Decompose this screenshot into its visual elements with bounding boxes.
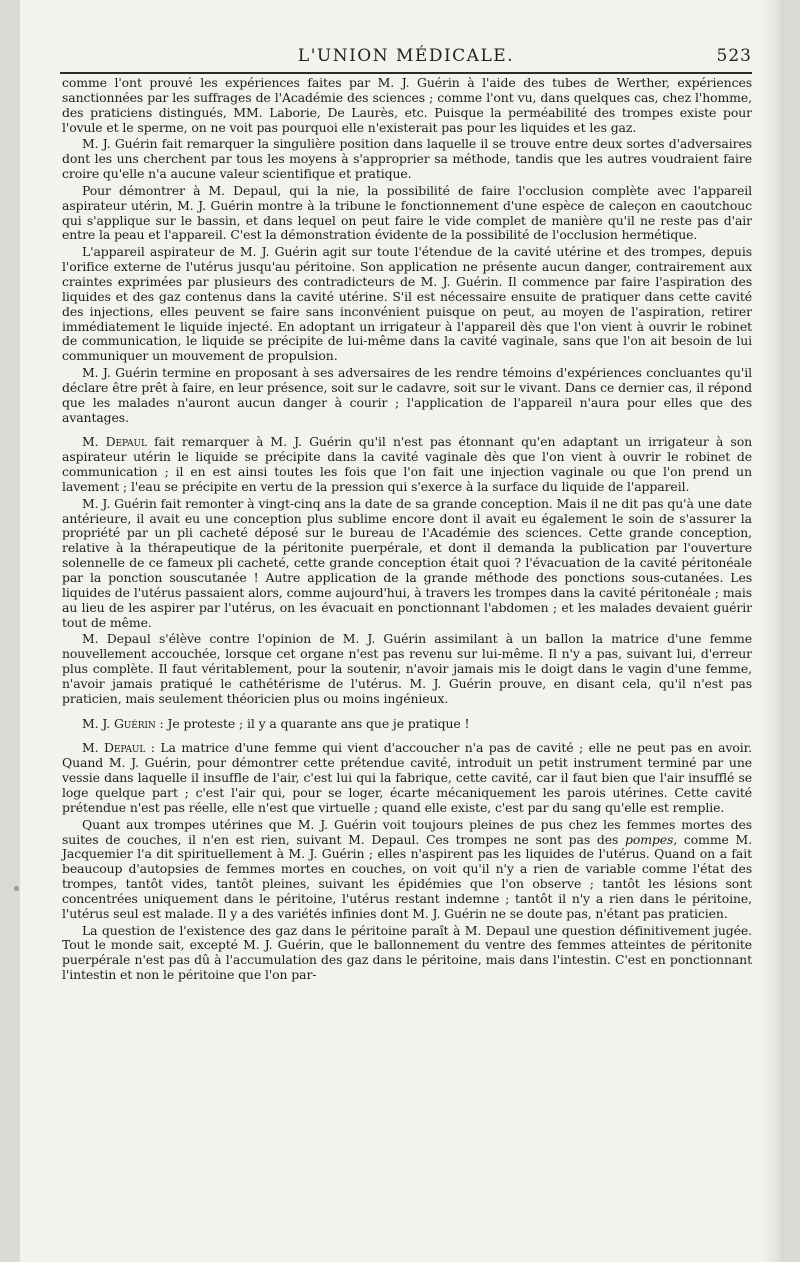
paragraph-7: M. J. Guérin fait remonter à vingt-cinq ans la date de sa grande conception. Mais il ne dit pas qu'à une date antérieure, il avait eu une conception plus sublime encore dont il avait eu également le soin de s'assurer la propriété par un pli cacheté déposé sur le bureau de l'Académie des sciences. Cette grande conception, relative à la thérapeutique de la péritonite puerpérale, et dont il demanda la publication par l'ouverture solennelle de ce fameux pli cacheté, cette grande conception était quoi ? l'évacuation de la cavité péritonéale par la ponction souscutanée ! Autre application de la grande méthode des ponctions sous-cutanées. Les liquides de l'utérus passaient alors, comme aujourd'hui, à travers les trompes dans la cavité péritonéale ; mais au lieu de les aspirer par l'utérus, on les évacuait en ponctionnant l'abdomen ; et les malades devaient guérir tout de même. bbox=[62, 495, 752, 630]
document-page bbox=[20, 0, 780, 1262]
paragraph-4: L'appareil aspirateur de M. J. Guérin agit sur toute l'étendue de la cavité utérine et des trompes, depuis l'orifice externe de l'utérus jusqu'au péritoine. Son application ne présente aucun danger, contrairement aux craintes exprimées par plusieurs des contradicteurs de M. J. Guérin. Il commence par faire l'aspiration des liquides et des gaz contenus dans la cavité utérine. S'il est nécessaire ensuite de pratiquer dans cette cavité des injections, elles peuvent se faire sans inconvénient puisque on peut, au moyen de l'aspiration, retirer immédiatement le liquide injecté. En adoptant un irrigateur à l'appareil dès que l'on vient à ouvrir le robinet de communication, le liquide se précipite de lui-même dans la cavité vaginale, sans que l'on ait besoin de lui communiquer un mouvement de propulsion. bbox=[62, 244, 752, 364]
paragraph-1: comme l'ont prouvé les expériences faites par M. J. Guérin à l'aide des tubes de Werther, expériences sanctionnées par les suffrages de l'Académie des sciences ; comme l'ont vu, dans quelques cas, chez l'homme, des praticiens distingués, MM. Laborie, De Laurès, etc. Puisque la perméabilité des trompes existe pour l'ovule et le sperme, on ne voit pas pourquoi elle n'existerait pas pour les liquides et les gaz. bbox=[62, 75, 752, 135]
speaker-name: M. Depaul bbox=[82, 434, 147, 450]
paragraph-6-text: fait remarquer à M. J. Guérin qu'il n'est pas étonnant qu'en adaptant un irrigateur à son aspirateur utérin le liquide se précipite dans la cavité vaginale dès que l'on vient à ouvrir le robinet de communication ; il en est ainsi toutes les fois que l'on fait une injection vaginale ou que l'on prend un lavement ; l'eau se précipite en vertu de la pression qui s'exerce à la surface du liquide de l'appareil. bbox=[62, 434, 752, 494]
paragraph-10-text: : La matrice d'une femme qui vient d'accoucher n'a pas de cavité ; elle ne peut pas en avoir. Quand M. J. Guérin, pour démontrer cette prétendue cavité, introduit un petit instrument terminé par une vessie dans laquelle il insuffle de l'air, c'est lui qui la fabrique, cette cavité, car il faut bien que l'air insufflé se loge quelque part ; c'est l'air qui, pour se loger, écarte mécaniquement les parois utérines. Cette cavité prétendue n'est pas réelle, elle n'est que virtuelle ; quand elle existe, c'est par du sang qu'elle est remplie. bbox=[62, 740, 752, 815]
paragraph-12: La question de l'existence des gaz dans le péritoine paraît à M. Depaul une question définitivement jugée. Tout le monde sait, excepté M. J. Guérin, que le ballonnement du ventre des femmes atteintes de péritonite puerpérale n'est pas dû à l'accumulation des gaz dans le péritoine, mais dans l'intestin. C'est en ponctionnant l'intestin et non le péritoine que l'on par- bbox=[62, 922, 752, 983]
paragraph-11 bbox=[62, 818, 752, 922]
paragraph-9-text: : Je proteste ; il y a quarante ans que je pratique ! bbox=[155, 715, 470, 731]
page-number: 523 bbox=[716, 46, 752, 66]
margin-dot bbox=[14, 886, 19, 891]
paragraph-6 bbox=[62, 435, 752, 494]
paragraph-9 bbox=[62, 717, 752, 732]
journal-title: L'UNION MÉDICALE. bbox=[297, 46, 515, 66]
paragraph-11-text-b: , comme M. Jacquemier l'a dit spirituellement à M. J. Guérin ; elles n'aspirent pas les liquides de l'utérus. Quand on a fait beaucoup d'autopsies de femmes mortes en couches, on voit qu'il n'y a rien de variable comme l'état des trompes, tantôt vides, tantôt pleines, suivant les épidémies que l'on observe ; tantôt les lésions sont concentrées uniquement dans le péritoine, l'utérus restant indemne ; tantôt il n'y a rien dans le péritoine, l'utérus seul est malade. Il y a des variétés infinies dont M. J. Guérin ne se doute pas, n'étant pas praticien. bbox=[62, 831, 752, 921]
paragraph-3: Pour démontrer à M. Depaul, qui la nie, la possibilité de faire l'occlusion complète avec l'appareil aspirateur utérin, M. J. Guérin montre à la tribune le fonctionnement d'une espèce de caleçon en caoutchouc qui s'applique sur le bassin, et dans lequel on peut faire le vide complet de manière qu'il ne reste pas d'air entre la peau et l'appareil. C'est la démonstration évidente de la possibilité de l'occlusion hermétique. bbox=[62, 182, 752, 243]
header-rule bbox=[60, 72, 752, 74]
paragraph-8: M. Depaul s'élève contre l'opinion de M. J. Guérin assimilant à un ballon la matrice d'une femme nouvellement accouchée, lorsque cet organe n'est pas revenu sur lui-même. Il n'y a pas, suivant lui, d'erreur plus complète. Il faut véritablement, pour la soutenir, n'avoir jamais mis le doigt dans le vagin d'une femme, n'avoir jamais pratiqué le cathétérisme de l'utérus. M. J. Guérin prouve, en disant cela, qu'il n'est pas praticien, mais seulement théoricien plus ou moins ingénieux. bbox=[62, 631, 752, 706]
paragraph-10 bbox=[62, 741, 752, 815]
speaker-name: M. J. Guérin bbox=[82, 715, 156, 731]
running-header bbox=[60, 36, 752, 66]
paragraph-11-text-a: Quant aux trompes utérines que M. J. Guérin voit toujours pleines de pus chez les femmes mortes des suites de couches, il n'en est rien, suivant M. Depaul. Ces trompes ne sont pas des bbox=[62, 816, 752, 847]
emphasis-pompes: pompes bbox=[624, 831, 674, 847]
paragraph-2: M. J. Guérin fait remarquer la singulière position dans laquelle il se trouve entre deux sortes d'adversaires dont les uns cherchent par tous les moyens à s'approprier sa méthode, tandis que les autres voudraient faire croire qu'elle n'a aucune valeur scientifique et pratique. bbox=[62, 136, 752, 182]
article-body bbox=[62, 76, 752, 1252]
paragraph-5: M. J. Guérin termine en proposant à ses adversaires de les rendre témoins d'expériences concluantes qu'il déclare être prêt à faire, en leur présence, soit sur le cadavre, soit sur le vivant. Dans ce dernier cas, il répond que les malades n'auront aucun danger à courir ; l'application de l'appareil n'aura pour elles que des avantages. bbox=[62, 365, 752, 425]
speaker-name: M. Depaul bbox=[82, 740, 146, 756]
